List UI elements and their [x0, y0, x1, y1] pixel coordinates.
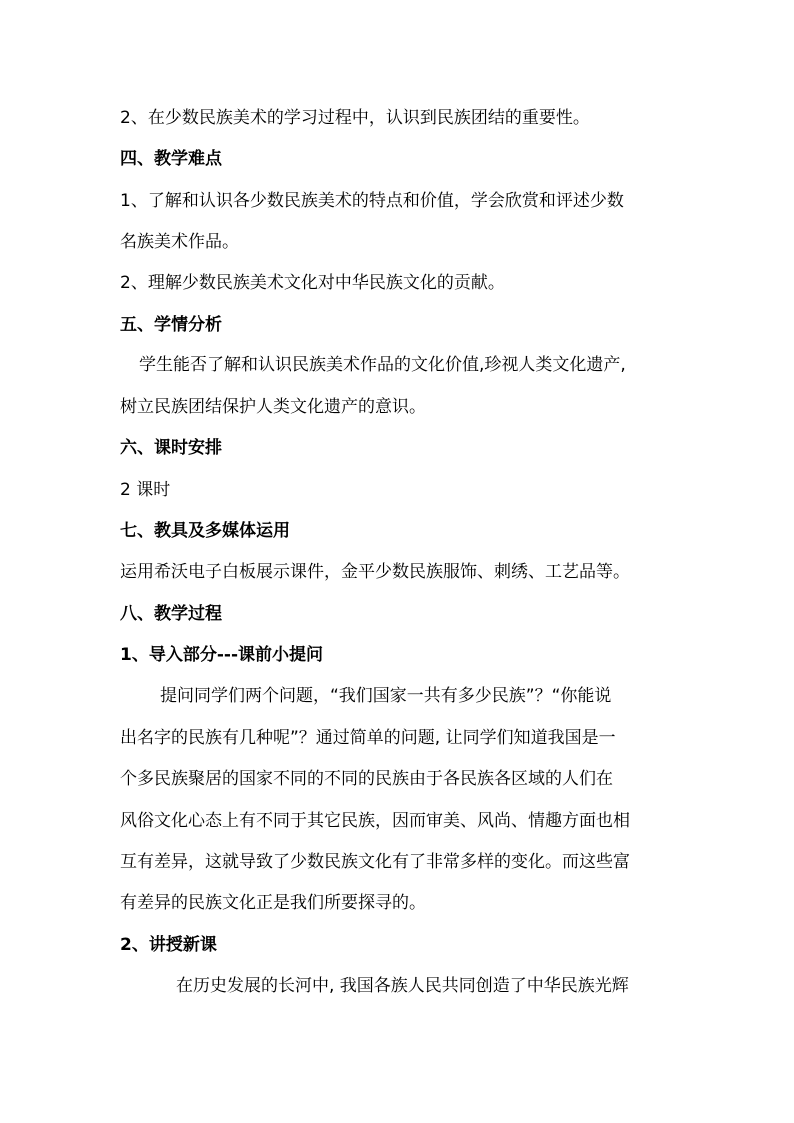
section-heading-schedule: 六、课时安排 — [120, 438, 222, 458]
learner-analysis-text-continued: 树立民族团结保护人类文化遗产的意识。 — [120, 397, 426, 417]
introduction-paragraph-line-3: 个多民族聚居的国家不同的不同的民族由于各民族各区域的人们在 — [120, 769, 613, 789]
teaching-aids-text: 运用希沃电子白板展示课件，金平少数民族服饰、刺绣、工艺品等。 — [120, 562, 630, 582]
new-lesson-paragraph-line-1: 在历史发展的长河中, 我国各族人民共同创造了中华民族光辉 — [176, 976, 629, 996]
section-heading-teaching-process: 八、教学过程 — [120, 604, 222, 624]
introduction-paragraph-line-4: 风俗文化心态上有不同于其它民族，因而审美、风尚、情趣方面也相 — [120, 811, 630, 831]
difficulty-2-text: 2、理解少数民族美术文化对中华民族文化的贡献。 — [120, 273, 505, 293]
section-heading-difficulties: 四、教学难点 — [120, 149, 222, 169]
learner-analysis-text: 学生能否了解和认识民族美术作品的文化价值,珍视人类文化遗产, — [139, 355, 626, 375]
section-heading-learner-analysis: 五、学情分析 — [120, 315, 222, 335]
introduction-paragraph-line-6: 有差异的民族文化正是我们所要探寻的。 — [120, 893, 426, 913]
introduction-paragraph-line-1: 提问同学们两个问题，“我们国家一共有多少民族”？“你能说 — [160, 686, 612, 706]
subsection-heading-new-lesson: 2、讲授新课 — [120, 935, 217, 955]
objective-2-text: 2、在少数民族美术的学习过程中，认识到民族团结的重要性。 — [120, 108, 590, 128]
difficulty-1-text: 1、了解和认识各少数民族美术的特点和价值，学会欣赏和评述少数 — [120, 191, 624, 211]
introduction-paragraph-line-5: 互有差异，这就导致了少数民族文化有了非常多样的变化。而这些富 — [120, 852, 630, 872]
difficulty-1-text-continued: 名族美术作品。 — [120, 232, 239, 252]
section-heading-teaching-aids: 七、教具及多媒体运用 — [120, 521, 290, 541]
schedule-text: 2 课时 — [120, 480, 171, 500]
subsection-heading-introduction: 1、导入部分---课前小提问 — [120, 645, 323, 665]
introduction-paragraph-line-2: 出名字的民族有几种呢”？通过简单的问题, 让同学们知道我国是一 — [120, 728, 616, 748]
